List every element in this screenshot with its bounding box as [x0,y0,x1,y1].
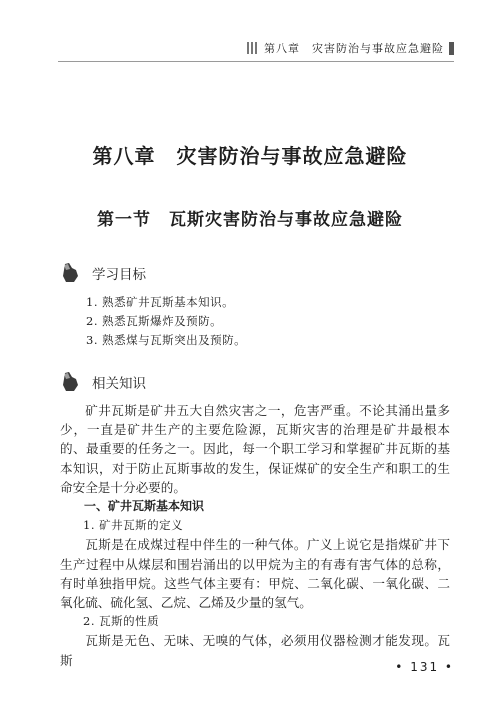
header-rule [58,61,454,62]
related-knowledge-label: 相关知识 [92,376,146,392]
header-bars-ornament [247,42,259,54]
running-title: 第八章 灾害防治与事故应急避险 [264,42,444,55]
goal-item: 3. 熟悉煤与瓦斯突出及预防。 [86,333,247,347]
item1-title: 1. 矿井瓦斯的定义 [83,518,184,533]
header-block-ornament [449,42,454,55]
item2-title: 2. 瓦斯的性质 [83,614,160,629]
running-header [247,40,454,56]
learning-goals-label: 学习目标 [92,267,146,283]
section-title: 第一节 瓦斯灾害防治与事故应急避险 [97,210,403,230]
learning-goals-heading [60,262,146,284]
goal-item: 2. 熟悉瓦斯爆炸及预防。 [86,314,223,328]
item1-paragraph: 瓦斯是在成煤过程中伴生的一种气体。广义上说它是指煤矿井下生产过程中从煤层和围岩涌出的以甲烷为主的有毒有害气体的总称，有时单独指甲烷。这些气体主要有：甲烷、二氧化碳、一氧化碳、二氧化硫、硫化氢、乙烷、乙烯及少量的氢气。 [60,537,450,611]
pen-hand-icon [60,262,80,284]
goal-item: 1. 熟悉矿井瓦斯基本知识。 [86,295,235,309]
subsection-heading: 一、矿井瓦斯基本知识 [84,499,205,514]
pen-hand-icon [60,371,80,393]
related-knowledge-heading [60,371,146,393]
chapter-title: 第八章 灾害防治与事故应急避险 [92,144,408,168]
page-number: • 131 • [395,660,454,674]
intro-paragraph: 矿井瓦斯是矿井五大自然灾害之一，危害严重。不论其涌出量多少，一直是矿井生产的主要危险源，瓦斯灾害的治理是矿井最根本的、最重要的任务之一。因此，每一个职工学习和掌握矿井瓦斯的基本知识，对于防止瓦斯事故的发生，保证煤矿的安全生产和职工的生命安全是十分必要的。 [60,403,450,495]
knowledge-body [60,401,450,670]
item2-paragraph: 瓦斯是无色、无味、无嗅的气体，必须用仪器检测才能发现。瓦斯 [60,633,450,668]
learning-goals-list [86,293,246,350]
